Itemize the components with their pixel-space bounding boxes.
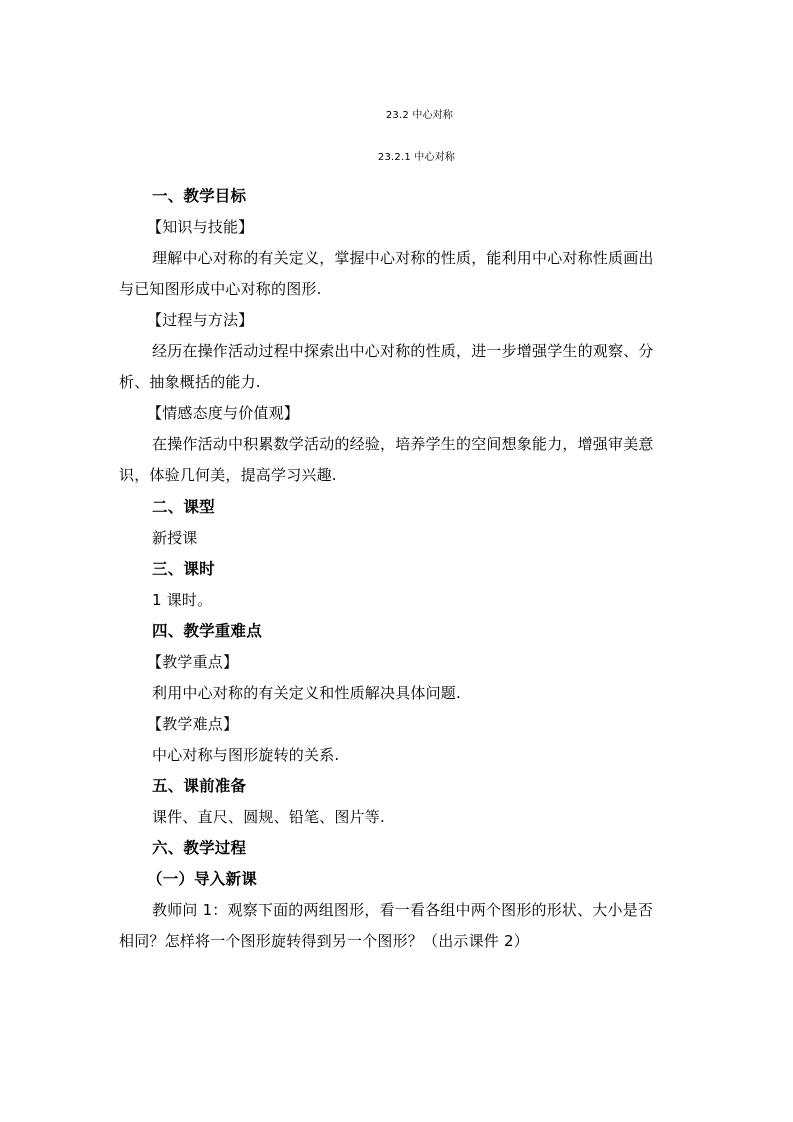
paragraph-line: 中心对称与图形旋转的关系. — [152, 746, 340, 764]
paragraph-line: 1 课时。 — [152, 591, 213, 609]
paragraph-line: 析、抽象概括的能力. — [119, 373, 261, 391]
paragraph-line: 相同？怎样将一个图形旋转得到另一个图形？（出示课件 2） — [119, 932, 529, 950]
subsection-heading-intro: （一）导入新课 — [147, 870, 257, 888]
section-heading-key-difficult: 四、教学重难点 — [152, 622, 262, 640]
document-title: 23.2 中心对称 — [385, 110, 454, 121]
label-attitude-values: 【情感态度与价值观】 — [147, 404, 300, 422]
section-heading-class-hours: 三、课时 — [152, 560, 215, 578]
paragraph-line: 理解中心对称的有关定义，掌握中心对称的性质，能利用中心对称性质画出 — [152, 249, 654, 267]
section-heading-lesson-type: 二、课型 — [152, 498, 215, 516]
section-heading-teaching-process: 六、教学过程 — [152, 839, 247, 857]
label-process-method: 【过程与方法】 — [147, 311, 254, 329]
paragraph-line: 利用中心对称的有关定义和性质解决具体问题. — [152, 684, 461, 702]
section-heading-objectives: 一、教学目标 — [152, 187, 247, 205]
paragraph-line: 新授课 — [152, 529, 198, 547]
label-knowledge-skills: 【知识与技能】 — [147, 218, 254, 236]
paragraph-line: 在操作活动中积累数学活动的经验，培养学生的空间想象能力，增强审美意 — [152, 435, 654, 453]
label-difficult-points: 【教学难点】 — [147, 715, 239, 733]
paragraph-line: 与已知图形成中心对称的图形. — [119, 280, 322, 298]
paragraph-line: 教师问 1：观察下面的两组图形，看一看各组中两个图形的形状、大小是否 — [152, 901, 654, 919]
section-heading-preparation: 五、课前准备 — [152, 777, 247, 795]
paragraph-line: 识，体验几何美，提高学习兴趣. — [119, 466, 337, 484]
paragraph-line: 经历在操作活动过程中探索出中心对称的性质，进一步增强学生的观察、分 — [152, 342, 654, 360]
label-key-points: 【教学重点】 — [147, 653, 239, 671]
paragraph-line: 课件、直尺、圆规、铅笔、图片等. — [152, 808, 385, 826]
document-subtitle: 23.2.1 中心对称 — [377, 152, 456, 163]
